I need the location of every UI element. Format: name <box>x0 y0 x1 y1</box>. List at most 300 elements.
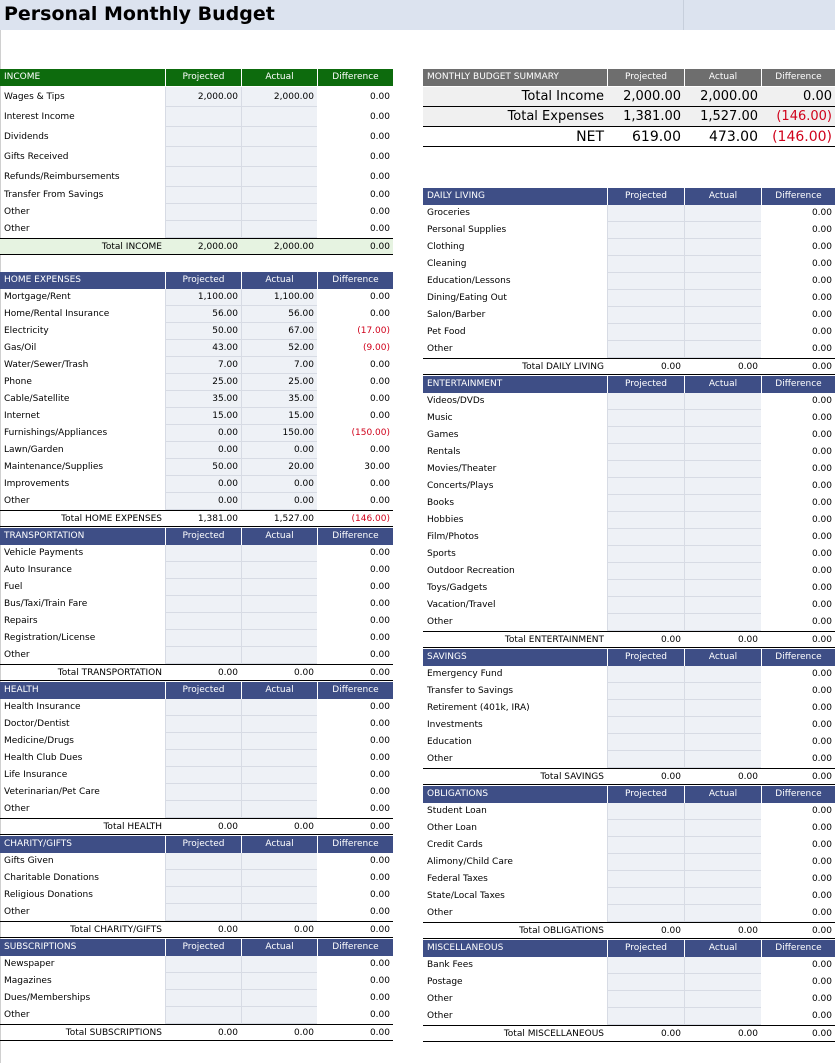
total-actual: 0.00 <box>293 668 314 678</box>
difference-value: 0.00 <box>811 600 832 610</box>
projected-input[interactable] <box>165 647 241 664</box>
actual-input[interactable] <box>684 683 761 700</box>
projected-input[interactable]: 2,000.00 <box>165 87 241 107</box>
projected-input[interactable] <box>165 699 241 716</box>
actual-input[interactable] <box>684 529 761 546</box>
row-label: Phone <box>4 377 32 387</box>
difference-header: Difference <box>761 786 835 803</box>
projected-input[interactable] <box>607 991 684 1008</box>
actual-input[interactable] <box>241 596 317 613</box>
row-label: Videos/DVDs <box>427 396 485 406</box>
row-label: Health Insurance <box>4 702 81 712</box>
total-projected: 0.00 <box>660 772 681 782</box>
actual-input[interactable] <box>684 820 761 837</box>
section-title: CHARITY/GIFTS <box>4 839 73 849</box>
difference-value: 0.00 <box>369 907 390 917</box>
projected-input[interactable] <box>165 733 241 750</box>
actual-input[interactable] <box>241 904 317 921</box>
section-title: DAILY LIVING <box>427 191 485 201</box>
projected-input[interactable] <box>607 512 684 529</box>
total-label: Total CHARITY/GIFTS <box>70 925 162 935</box>
difference-value: 0.00 <box>811 908 832 918</box>
total-difference: 0.00 <box>369 668 390 678</box>
actual-input[interactable] <box>684 803 761 820</box>
projected-input[interactable] <box>165 127 241 147</box>
projected-input[interactable] <box>165 904 241 921</box>
projected-input[interactable] <box>165 1007 241 1024</box>
actual-input[interactable]: 25.00 <box>241 374 317 391</box>
budget-row <box>423 614 835 631</box>
difference-value: 0.00 <box>369 1010 390 1020</box>
summary-header <box>423 69 835 86</box>
difference-value: 0.00 <box>811 874 832 884</box>
actual-input[interactable] <box>684 393 761 410</box>
row-label: Film/Photos <box>427 532 479 542</box>
row-label: Wages & Tips <box>4 92 65 102</box>
difference-value: 0.00 <box>369 787 390 797</box>
actual-input[interactable] <box>241 716 317 733</box>
budget-row <box>423 256 835 273</box>
row-label: Internet <box>4 411 40 421</box>
projected-input[interactable] <box>607 529 684 546</box>
projected-input[interactable] <box>607 734 684 751</box>
row-label: Personal Supplies <box>427 225 507 235</box>
row-label: Gifts Given <box>4 856 54 866</box>
actual-input[interactable] <box>684 273 761 290</box>
projected-input[interactable] <box>607 700 684 717</box>
actual-input[interactable] <box>241 853 317 870</box>
projected-input[interactable] <box>165 204 241 221</box>
projected-input[interactable] <box>607 820 684 837</box>
actual-input[interactable]: 0.00 <box>241 493 317 510</box>
projected-header: Projected <box>165 528 241 545</box>
difference-value: 0.00 <box>369 112 390 122</box>
projected-input[interactable] <box>165 187 241 204</box>
budget-row <box>0 442 393 459</box>
projected-input[interactable] <box>607 307 684 324</box>
actual-input[interactable]: 20.00 <box>241 459 317 476</box>
row-label: Alimony/Child Care <box>427 857 513 867</box>
projected-input[interactable] <box>607 205 684 222</box>
section-total-row <box>0 510 393 527</box>
actual-input[interactable] <box>684 444 761 461</box>
projected-input[interactable]: 50.00 <box>165 459 241 476</box>
row-label: Registration/License <box>4 633 96 643</box>
budget-row <box>423 341 835 358</box>
difference-header: Difference <box>761 940 835 957</box>
projected-input[interactable]: 35.00 <box>165 391 241 408</box>
actual-input[interactable] <box>241 733 317 750</box>
actual-input[interactable] <box>684 341 761 358</box>
budget-row <box>423 888 835 905</box>
row-label: Other <box>4 907 30 917</box>
actual-input[interactable] <box>684 580 761 597</box>
budget-row <box>423 1008 835 1025</box>
total-actual: 1,527.00 <box>273 514 314 524</box>
total-actual: 0.00 <box>293 925 314 935</box>
actual-input[interactable] <box>241 562 317 579</box>
difference-value: 0.00 <box>811 464 832 474</box>
row-label: Other <box>427 994 453 1004</box>
actual-header: Actual <box>241 272 317 289</box>
budget-row <box>423 820 835 837</box>
projected-input[interactable] <box>165 596 241 613</box>
budget-row <box>0 767 393 784</box>
total-label: Total INCOME <box>101 242 162 252</box>
row-label: Music <box>427 413 453 423</box>
projected-input[interactable]: 1,100.00 <box>165 289 241 306</box>
projected-input[interactable] <box>607 478 684 495</box>
row-label: Fuel <box>4 582 23 592</box>
actual-input[interactable] <box>684 495 761 512</box>
actual-input[interactable] <box>241 187 317 204</box>
actual-input[interactable] <box>684 512 761 529</box>
actual-input[interactable] <box>684 734 761 751</box>
difference-value: 0.00 <box>369 616 390 626</box>
summary-label: Total Expenses <box>507 109 604 124</box>
actual-input[interactable]: 0.00 <box>241 476 317 493</box>
section-header <box>423 940 835 957</box>
actual-input[interactable] <box>684 700 761 717</box>
projected-input[interactable] <box>165 167 241 187</box>
projected-input[interactable] <box>607 410 684 427</box>
projected-header: Projected <box>607 649 684 666</box>
budget-row <box>423 529 835 546</box>
actual-input[interactable] <box>241 107 317 127</box>
projected-input[interactable] <box>607 751 684 768</box>
projected-input[interactable] <box>165 613 241 630</box>
difference-value: 0.00 <box>369 207 390 217</box>
projected-input[interactable] <box>607 324 684 341</box>
actual-input[interactable] <box>684 597 761 614</box>
actual-input[interactable] <box>684 751 761 768</box>
difference-value: 0.00 <box>811 737 832 747</box>
actual-input[interactable] <box>684 905 761 922</box>
actual-input[interactable] <box>684 239 761 256</box>
total-projected: 0.00 <box>660 1029 681 1039</box>
projected-input[interactable] <box>165 767 241 784</box>
row-label: Salon/Barber <box>427 310 486 320</box>
projected-input[interactable] <box>607 871 684 888</box>
actual-input[interactable]: 52.00 <box>241 340 317 357</box>
row-label: Bus/Taxi/Train Fare <box>4 599 88 609</box>
actual-header: Actual <box>684 649 761 666</box>
section-total-row <box>423 1025 835 1042</box>
projected-input[interactable] <box>607 546 684 563</box>
actual-input[interactable] <box>684 290 761 307</box>
projected-input[interactable] <box>607 888 684 905</box>
projected-input[interactable] <box>607 461 684 478</box>
actual-input[interactable] <box>684 888 761 905</box>
summary-actual: 2,000.00 <box>700 89 758 104</box>
actual-input[interactable] <box>684 324 761 341</box>
actual-input[interactable] <box>241 699 317 716</box>
actual-input[interactable] <box>684 666 761 683</box>
actual-input[interactable] <box>241 1007 317 1024</box>
actual-input[interactable]: 15.00 <box>241 408 317 425</box>
row-label: Charitable Donations <box>4 873 99 883</box>
actual-input[interactable] <box>241 956 317 973</box>
actual-input[interactable] <box>684 854 761 871</box>
projected-input[interactable] <box>165 579 241 596</box>
difference-value: 0.00 <box>811 293 832 303</box>
total-difference: (146.00) <box>351 514 390 524</box>
summary-row <box>423 107 835 127</box>
total-difference: 0.00 <box>369 822 390 832</box>
difference-value: 0.00 <box>811 891 832 901</box>
budget-row <box>0 716 393 733</box>
projected-input[interactable] <box>165 545 241 562</box>
section-header <box>423 376 835 393</box>
budget-row <box>0 956 393 973</box>
actual-input[interactable] <box>241 767 317 784</box>
projected-input[interactable] <box>165 990 241 1007</box>
projected-input[interactable] <box>607 683 684 700</box>
total-projected: 2,000.00 <box>197 242 238 252</box>
budget-row <box>0 990 393 1007</box>
difference-value: 0.00 <box>811 242 832 252</box>
actual-input[interactable] <box>241 801 317 818</box>
total-actual: 0.00 <box>737 362 758 372</box>
actual-input[interactable] <box>241 147 317 167</box>
actual-header: Actual <box>241 69 317 86</box>
projected-input[interactable] <box>607 239 684 256</box>
section-total-row <box>0 921 393 938</box>
projected-input[interactable]: 0.00 <box>165 476 241 493</box>
actual-input[interactable] <box>684 991 761 1008</box>
budget-row <box>0 647 393 664</box>
actual-input[interactable] <box>684 546 761 563</box>
projected-input[interactable] <box>607 427 684 444</box>
section-total-row <box>0 818 393 835</box>
actual-input[interactable] <box>241 613 317 630</box>
budget-row <box>423 205 835 222</box>
projected-input[interactable] <box>165 147 241 167</box>
projected-input[interactable]: 7.00 <box>165 357 241 374</box>
section-title: SUBSCRIPTIONS <box>4 942 77 952</box>
actual-input[interactable] <box>684 957 761 974</box>
difference-value: 0.00 <box>369 753 390 763</box>
summary-title: MONTHLY BUDGET SUMMARY <box>427 72 559 82</box>
projected-input[interactable] <box>607 1008 684 1025</box>
projected-input[interactable] <box>607 837 684 854</box>
projected-input[interactable] <box>607 580 684 597</box>
projected-header: Projected <box>165 836 241 853</box>
projected-input[interactable] <box>607 803 684 820</box>
projected-input[interactable] <box>165 221 241 238</box>
actual-input[interactable] <box>684 478 761 495</box>
projected-input[interactable] <box>607 854 684 871</box>
actual-input[interactable]: 67.00 <box>241 323 317 340</box>
total-difference: 0.00 <box>811 1029 832 1039</box>
actual-input[interactable] <box>241 973 317 990</box>
difference-value: 0.00 <box>369 548 390 558</box>
projected-input[interactable] <box>607 290 684 307</box>
actual-input[interactable] <box>684 205 761 222</box>
projected-input[interactable] <box>607 563 684 580</box>
row-label: Mortgage/Rent <box>4 292 71 302</box>
projected-header: Projected <box>165 939 241 956</box>
projected-input[interactable] <box>165 956 241 973</box>
row-label: Gas/Oil <box>4 343 37 353</box>
projected-input[interactable] <box>607 614 684 631</box>
projected-input[interactable] <box>165 973 241 990</box>
row-label: Other <box>427 754 453 764</box>
budget-row <box>0 699 393 716</box>
row-label: Other <box>427 344 453 354</box>
row-label: Federal Taxes <box>427 874 488 884</box>
difference-value: 0.00 <box>369 976 390 986</box>
budget-row <box>0 853 393 870</box>
projected-input[interactable] <box>165 853 241 870</box>
projected-input[interactable]: 0.00 <box>165 493 241 510</box>
difference-value: 0.00 <box>369 890 390 900</box>
projected-input[interactable] <box>165 630 241 647</box>
projected-input[interactable] <box>607 393 684 410</box>
row-label: Other <box>427 908 453 918</box>
actual-input[interactable]: 7.00 <box>241 357 317 374</box>
budget-row <box>0 801 393 818</box>
total-actual: 0.00 <box>737 772 758 782</box>
actual-input[interactable] <box>684 1008 761 1025</box>
budget-row <box>0 750 393 767</box>
projected-input[interactable] <box>607 273 684 290</box>
actual-input[interactable] <box>241 647 317 664</box>
actual-input[interactable] <box>241 870 317 887</box>
row-label: Other <box>4 207 30 217</box>
projected-input[interactable] <box>607 222 684 239</box>
projected-input[interactable]: 15.00 <box>165 408 241 425</box>
budget-row <box>0 167 393 187</box>
actual-input[interactable] <box>684 717 761 734</box>
summary-label: Total Income <box>521 89 604 104</box>
projected-input[interactable] <box>165 562 241 579</box>
actual-input[interactable] <box>241 630 317 647</box>
actual-input[interactable] <box>241 784 317 801</box>
projected-input[interactable] <box>165 716 241 733</box>
projected-input[interactable] <box>165 750 241 767</box>
actual-input[interactable] <box>684 307 761 324</box>
projected-input[interactable] <box>165 107 241 127</box>
row-label: Movies/Theater <box>427 464 497 474</box>
budget-row <box>0 204 393 221</box>
actual-input[interactable] <box>241 221 317 238</box>
projected-header: Projected <box>165 682 241 699</box>
projected-input[interactable]: 50.00 <box>165 323 241 340</box>
total-actual: 0.00 <box>737 635 758 645</box>
budget-row <box>0 408 393 425</box>
actual-input[interactable] <box>684 410 761 427</box>
projected-input[interactable] <box>607 666 684 683</box>
projected-input[interactable] <box>607 957 684 974</box>
projected-input[interactable] <box>607 974 684 991</box>
title-cell[interactable] <box>683 0 835 30</box>
actual-input[interactable] <box>241 167 317 187</box>
projected-input[interactable] <box>607 717 684 734</box>
actual-input[interactable] <box>684 427 761 444</box>
budget-row <box>0 187 393 204</box>
actual-input[interactable] <box>684 222 761 239</box>
projected-input[interactable] <box>607 905 684 922</box>
projected-header: Projected <box>607 376 684 393</box>
budget-row <box>0 127 393 147</box>
section-header <box>0 682 393 699</box>
projected-input[interactable] <box>607 597 684 614</box>
projected-input[interactable]: 0.00 <box>165 442 241 459</box>
budget-row <box>0 306 393 323</box>
projected-input[interactable] <box>165 784 241 801</box>
projected-input[interactable] <box>607 495 684 512</box>
projected-input[interactable] <box>607 256 684 273</box>
actual-input[interactable] <box>684 837 761 854</box>
actual-input[interactable] <box>241 204 317 221</box>
actual-header: Actual <box>241 939 317 956</box>
difference-value: 0.00 <box>811 344 832 354</box>
budget-row <box>423 444 835 461</box>
projected-input[interactable] <box>607 341 684 358</box>
difference-value: 0.00 <box>369 172 390 182</box>
difference-value: 0.00 <box>369 190 390 200</box>
actual-input[interactable] <box>241 990 317 1007</box>
difference-value: (9.00) <box>362 343 390 353</box>
difference-value: 0.00 <box>369 411 390 421</box>
projected-input[interactable]: 25.00 <box>165 374 241 391</box>
projected-input[interactable]: 56.00 <box>165 306 241 323</box>
actual-input[interactable] <box>684 461 761 478</box>
row-label: Clothing <box>427 242 465 252</box>
actual-input[interactable]: 56.00 <box>241 306 317 323</box>
difference-value: 0.00 <box>811 994 832 1004</box>
actual-input[interactable]: 35.00 <box>241 391 317 408</box>
actual-input[interactable] <box>241 127 317 147</box>
section-total-row <box>423 358 835 375</box>
row-label: Interest Income <box>4 112 75 122</box>
total-label: Total HOME EXPENSES <box>61 514 162 524</box>
section-total-row <box>0 238 393 255</box>
projected-input[interactable]: 43.00 <box>165 340 241 357</box>
difference-value: 0.00 <box>369 152 390 162</box>
projected-input[interactable] <box>607 444 684 461</box>
projected-input[interactable] <box>165 870 241 887</box>
projected-input[interactable] <box>165 887 241 904</box>
row-label: Toys/Gadgets <box>427 583 488 593</box>
actual-input[interactable] <box>684 256 761 273</box>
budget-row <box>0 579 393 596</box>
actual-input[interactable]: 1,100.00 <box>241 289 317 306</box>
actual-input[interactable]: 2,000.00 <box>241 87 317 107</box>
difference-value: 0.00 <box>811 806 832 816</box>
actual-input[interactable]: 0.00 <box>241 442 317 459</box>
actual-input[interactable] <box>684 614 761 631</box>
actual-input[interactable] <box>684 563 761 580</box>
actual-input[interactable] <box>241 887 317 904</box>
budget-row <box>423 837 835 854</box>
difference-value: (150.00) <box>351 428 390 438</box>
section-total-row <box>0 1024 393 1041</box>
actual-input[interactable] <box>684 974 761 991</box>
title-bar <box>0 0 835 30</box>
projected-input[interactable] <box>165 801 241 818</box>
budget-row <box>0 973 393 990</box>
actual-input[interactable]: 150.00 <box>241 425 317 442</box>
projected-input[interactable]: 0.00 <box>165 425 241 442</box>
actual-input[interactable] <box>241 750 317 767</box>
actual-input[interactable] <box>684 871 761 888</box>
difference-value: 0.00 <box>811 686 832 696</box>
actual-input[interactable] <box>241 579 317 596</box>
actual-input[interactable] <box>241 545 317 562</box>
budget-row <box>0 221 393 238</box>
